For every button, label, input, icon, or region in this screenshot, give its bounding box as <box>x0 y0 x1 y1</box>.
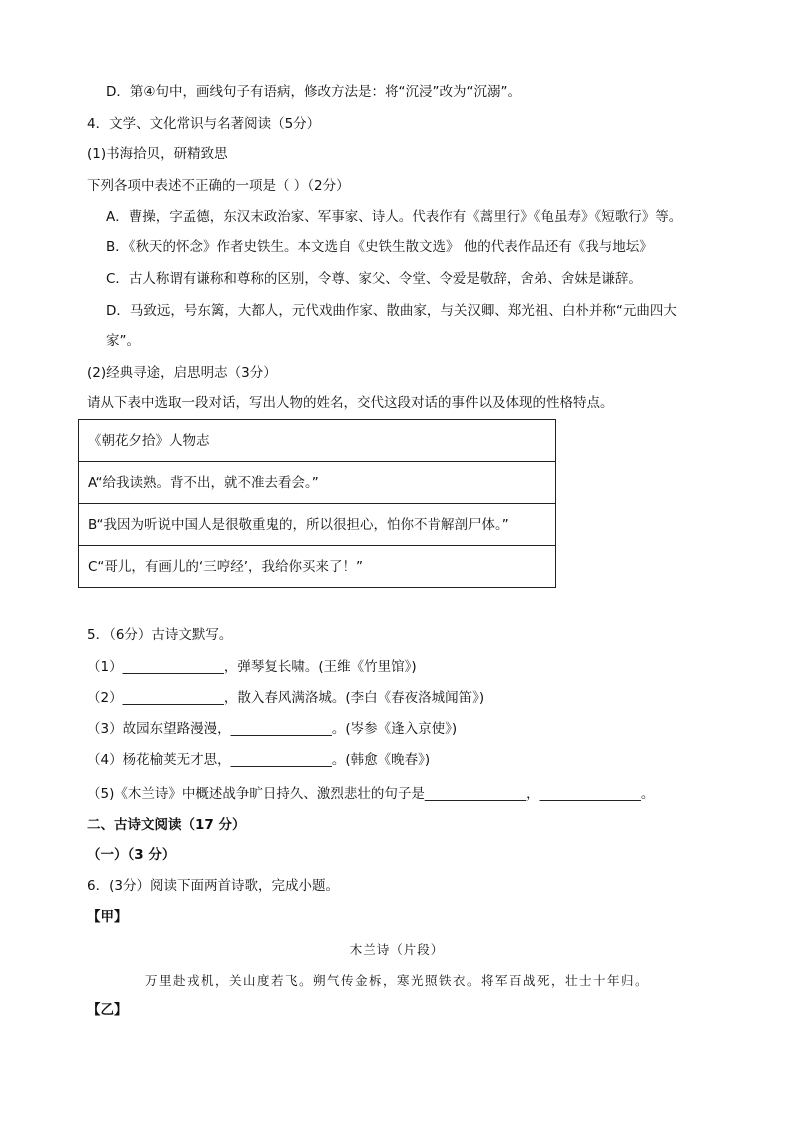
option-d-line1: D．马致远，号东篱，大都人，元代戏曲作家、散曲家，与关汉卿、郑光祖、白朴并称“元曲四大 <box>106 303 677 319</box>
option-d-previous: D．第④句中，画线句子有语病，修改方法是：将“沉浸”改为“沉溺”。 <box>106 84 521 100</box>
question-5-item-5: （5)《木兰诗》中概述战争旷日持久、激烈悲壮的句子是_______________，_______________。 <box>87 786 655 802</box>
label-jia: 【甲】 <box>87 909 128 925</box>
option-a: A．曹操，字孟德，东汉末政治家、军事家、诗人。代表作有《蒿里行》《龟虽寿》《短歌行》等。 <box>106 209 683 225</box>
question-5-item-4: （4）杨花榆荚无才思，_______________。(韩愈《晚春》) <box>87 752 431 768</box>
poem-title: 木兰诗（片段） <box>349 942 445 957</box>
question-4-1-title: (1)书海拾贝，研精致思 <box>87 146 228 162</box>
part-1-title: （一）（3 分） <box>87 847 176 863</box>
table-header-cell: 《朝花夕拾》人物志 <box>79 420 556 462</box>
question-4-2-title: (2)经典寻途，启思明志（3分） <box>87 365 277 381</box>
option-c: C．古人称谓有谦称和尊称的区别，令尊、家父、令堂、令爱是敬辞，舍弟、舍妹是谦辞。 <box>106 271 642 287</box>
table-row <box>79 462 556 504</box>
label-yi: 【乙】 <box>87 1002 128 1018</box>
dialogue-option-a: A“给我读熟。背不出，就不准去看会。” <box>79 462 556 504</box>
question-5-item-3: （3）故园东望路漫漫，_______________。(岑参《逢入京使》) <box>87 721 458 737</box>
question-5-item-2: （2）_______________，散入春风满洛城。(李白《春夜洛城闻笛》) <box>87 690 485 706</box>
table-row <box>79 546 556 588</box>
question-5-item-1: （1）_______________，弹琴复长啸。(王维《竹里馆》) <box>87 659 417 675</box>
question-6-title: 6．(3分）阅读下面两首诗歌，完成小题。 <box>87 878 339 894</box>
character-dialogue-table <box>78 419 556 588</box>
table-row <box>79 420 556 462</box>
table-row <box>79 504 556 546</box>
question-5-title: 5．（6分）古诗文默写。 <box>87 627 233 643</box>
option-b: B．《秋天的怀念》作者史铁生。本文选自《史铁生散文选》 他的代表作品还有《我与地坛》 <box>106 239 653 255</box>
section-2-title: 二、古诗文阅读（17 分） <box>87 817 246 833</box>
dialogue-option-c: C“哥儿，有画儿的‘三哼经’，我给你买来了！” <box>79 546 556 588</box>
option-d-line2: 家”。 <box>106 333 140 349</box>
dialogue-option-b: B“我因为听说中国人是很敬重鬼的，所以很担心，怕你不肯解剖尸体。” <box>79 504 556 546</box>
question-4-1-prompt: 下列各项中表述不正确的一项是（ ）（2分） <box>87 178 350 194</box>
question-4-2-prompt: 请从下表中选取一段对话，写出人物的姓名，交代这段对话的事件以及体现的性格特点。 <box>87 395 614 411</box>
poem-body: 万里赴戎机，关山度若飞。朔气传金柝，寒光照铁衣。将军百战死，壮士十年归。 <box>144 973 649 988</box>
question-4-title: 4．文学、文化常识与名著阅读（5分） <box>87 116 321 132</box>
